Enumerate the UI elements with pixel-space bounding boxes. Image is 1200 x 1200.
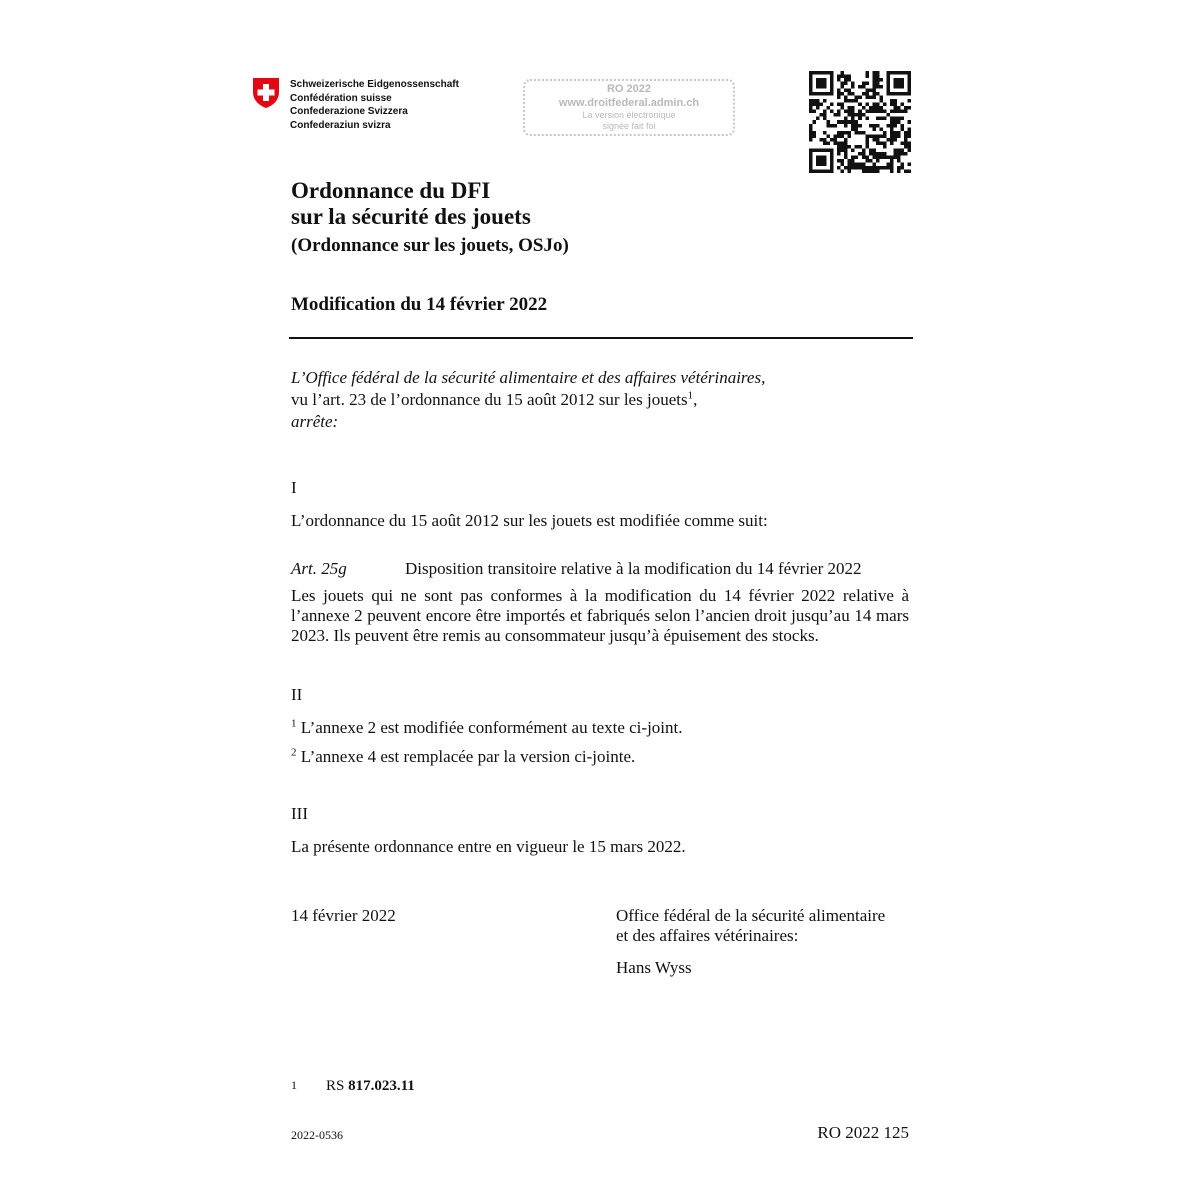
title-divider [289, 337, 913, 339]
signature-office [616, 906, 885, 946]
confederation-name-fr: Confédération suisse [290, 92, 392, 104]
section-2-numeral: II [291, 685, 303, 704]
document-title [291, 178, 531, 230]
section-3-text: La présente ordonnance entre en vigueur le 15 mars 2022. [291, 837, 686, 856]
article-title: Disposition transitoire relative à la modification du 14 février 2022 [405, 559, 862, 578]
article-number: Art. 25g [291, 559, 347, 578]
footnote-prefix: RS [326, 1078, 349, 1094]
preamble-basis-text: vu l’art. 23 de l’ordonnance du 15 août 2012 sur les jouets [291, 390, 688, 409]
paragraph-number-2: 2 [291, 746, 297, 759]
stamp-line-4: signée fait foi [602, 121, 656, 131]
paragraph-2-text: L’annexe 4 est remplacée par la version ci-jointe. [296, 747, 636, 766]
preamble-authority: L’Office fédéral de la sécurité alimentaire et des affaires vétérinaires, [291, 368, 766, 387]
qr-code-icon [809, 71, 911, 173]
official-compilation-reference: RO 2022 125 [817, 1123, 909, 1142]
modification-date: Modification du 14 février 2022 [291, 294, 548, 315]
preamble-decree: arrête: [291, 412, 339, 431]
section-1-numeral: I [291, 478, 297, 497]
footnote-text [326, 1078, 415, 1095]
signature-date: 14 février 2022 [291, 906, 396, 925]
footnote-reference-number: 817.023.11 [348, 1078, 415, 1094]
stamp-line-3: La version électronique [582, 110, 676, 120]
section-1-intro: L’ordonnance du 15 août 2012 sur les jouets est modifiée comme suit: [291, 511, 768, 530]
title-line-1: Ordonnance du DFI [291, 178, 491, 203]
confederation-name-de: Schweizerische Eidgenossenschaft [290, 79, 459, 90]
preamble-basis [291, 389, 765, 411]
signature-office-line-1: Office fédéral de la sécurité alimentaire [616, 906, 886, 925]
preamble-basis-end: , [693, 390, 698, 409]
confederation-name-it: Confederazione Svizzera [290, 106, 408, 117]
section-3-numeral: III [291, 804, 308, 823]
article-heading [291, 559, 894, 579]
stamp-line-2: www.droitfederal.admin.ch [558, 97, 700, 109]
document-number: 2022-0536 [291, 1128, 343, 1142]
preamble [291, 367, 765, 433]
short-title: (Ordonnance sur les jouets, OSJo) [291, 235, 569, 256]
signature-office-line-2: et des affaires vétérinaires: [616, 926, 799, 945]
paragraph-number-1: 1 [291, 717, 297, 730]
electronic-version-stamp [523, 79, 735, 136]
article-body: Les jouets qui ne sont pas conformes à la modification du 14 février 2022 relative à l’annexe 2 peuvent encore être importés et fabriqués selon l’ancien droit jusqu’au 14 mars 2023. Ils peuvent être remis au consommateur jusqu’à épuisement des stocks. [291, 586, 909, 645]
footnote-reference[interactable]: 1 [687, 389, 694, 402]
signatory-name: Hans Wyss [616, 958, 692, 977]
footnote-number: 1 [291, 1078, 297, 1092]
section-2-paragraph-1 [291, 718, 683, 738]
section-2-paragraph-2 [291, 747, 635, 767]
confederation-name-rm: Confederaziun svizra [290, 119, 391, 131]
swiss-cross-icon [252, 77, 280, 109]
confederation-names [290, 78, 459, 132]
stamp-line-1: RO 2022 [606, 83, 652, 95]
paragraph-1-text: L’annexe 2 est modifiée conformément au texte ci-joint. [296, 718, 683, 737]
title-line-2: sur la sécurité des jouets [291, 204, 531, 229]
